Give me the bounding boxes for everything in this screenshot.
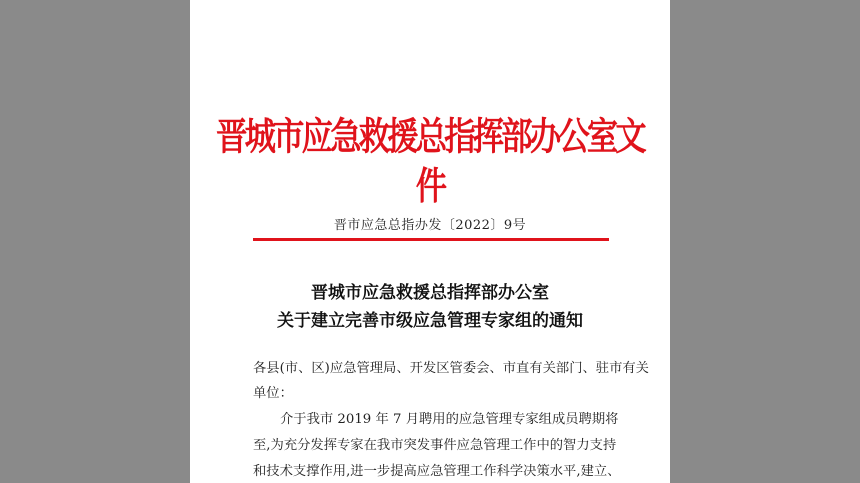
- body-line-3: 和技术支撑作用,进一步提高应急管理工作科学决策水平,建立、: [253, 464, 621, 479]
- body-line-1: 介于我市 2019 年 7 月聘用的应急管理专家组成员聘期将: [280, 412, 619, 427]
- body-line-2: 至,为充分发挥专家在我市突发事件应急管理工作中的智力支持: [253, 438, 617, 453]
- red-divider-line: [253, 238, 609, 241]
- notice-title-line-1: 晋城市应急救援总指挥部办公室: [311, 283, 549, 303]
- addressee-line-1: 各县(市、区)应急管理局、开发区管委会、市直有关部门、驻市有关: [253, 361, 649, 376]
- document-number: 晋市应急总指办发〔2022〕9号: [333, 218, 527, 233]
- masthead-title: 晋城市应急救援总指挥部办公室文件: [216, 114, 644, 210]
- addressee-line-2: 单位：: [253, 386, 293, 401]
- notice-title-line-2: 关于建立完善市级应急管理专家组的通知: [277, 311, 583, 331]
- document-page: [190, 0, 670, 483]
